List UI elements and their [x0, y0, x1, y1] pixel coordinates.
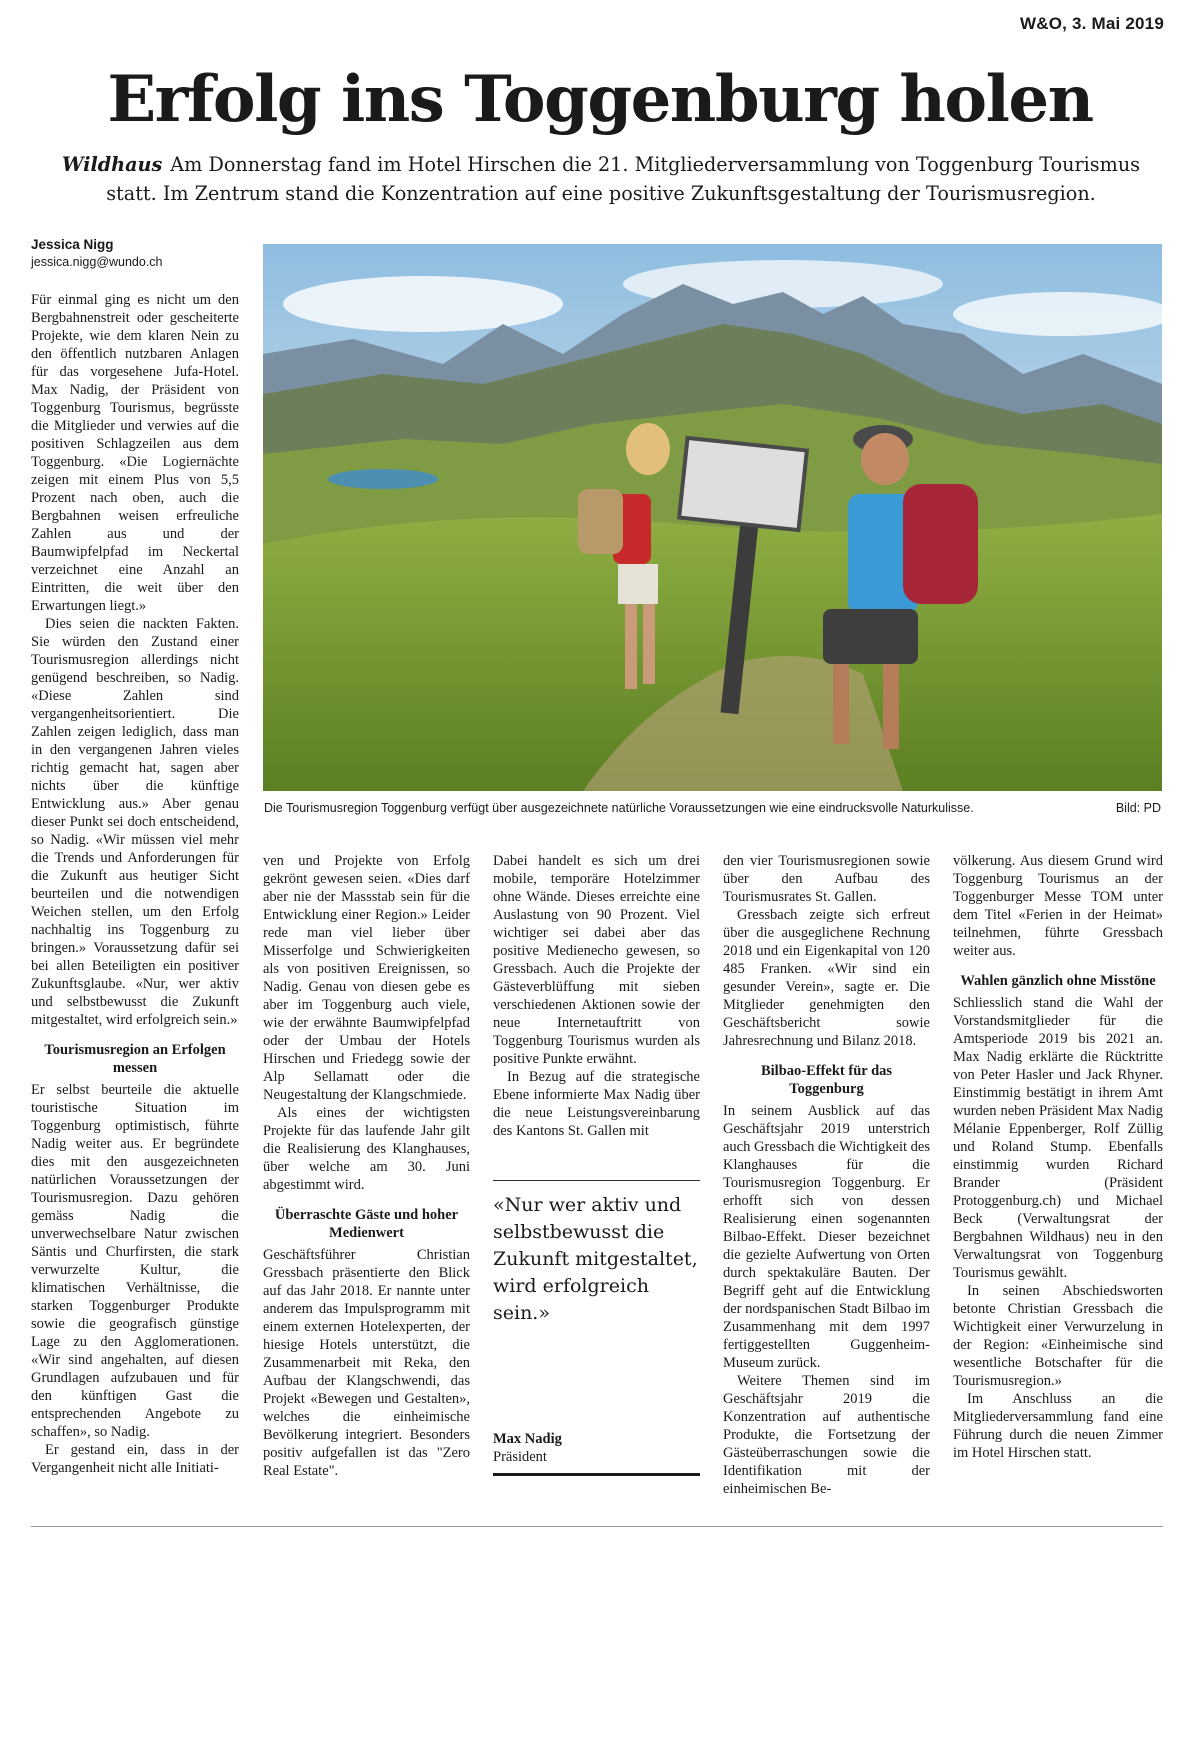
paragraph: Weitere Themen sind im Geschäftsjahr 2019 die Konzentration auf authentische Produkte, die Fortsetzung der Gästeüberraschungen sowie die Identifikation mit der einheimischen Be-: [723, 1373, 930, 1497]
paragraph: Er selbst beurteile die aktuelle touristische Situation im Toggenburg optimistisch, führte Nadig weiter aus. Er begründete dies mit den ausgezeichneten natürlichen Voraussetzungen der Tourismusregion. Dazu gehören gemäss Nadig die unverwechselbare Natur zwischen Säntis und Churfirsten, die stark verwurzelte Kultur, die klimatischen Verhältnisse, die starken Toggenburger Produkte sowie die geografisch günstige Lage zu den Agglomerationen. «Wir sind angehalten, auf diesen Grundlagen aufzubauen und für den künftigen Gast die entsprechenden Angebote zu schaffen», so Nadig.: [31, 1082, 239, 1440]
quote-attribution: [493, 1430, 562, 1466]
paragraph: In Bezug auf die strategische Ebene informierte Max Nadig über die neue Leistungsvereinbarung des Kantons St. Gallen mit: [493, 1069, 700, 1139]
paragraph: Geschäftsführer Christian Gressbach präsentierte den Blick auf das Jahr 2018. Er nannte unter anderem das Impulsprogramm mit einem externen Hotelexperten, der hiesige Hotels unterstützt, die Zusammenarbeit mit Reka, den Aufbau der Klangschwendi, das Projekt «Bewegen und Gestalten», welches die einheimische Bevölkerung integriert. Besonders positiv aufgefallen ist das "Zero Real Estate".: [263, 1247, 470, 1479]
caption-text: Die Tourismusregion Toggenburg verfügt über ausgezeichnete natürliche Voraussetzungen wie eine eindrucksvolle Naturkulisse.: [264, 801, 974, 815]
quote-rule-top: [493, 1180, 700, 1181]
paragraph: Gressbach zeigte sich erfreut über die ausgeglichene Rechnung 2018 und ein Eigenkapital von 120 485 Franken. «Wir sind ein gesunder Verein», sagte er. Die Mitglieder genehmigten den Geschäftsbericht sowie Jahresrechnung und Bilanz 2018.: [723, 907, 930, 1049]
photo-credit: Bild: PD: [1115, 801, 1161, 815]
quote-text: «Nur wer aktiv und selbstbewusst die Zukunft mitgestaltet, wird erfolgreich sein.»: [493, 1194, 698, 1324]
headline: Erfolg ins Toggenburg holen: [107, 62, 1093, 137]
bottom-rule: [31, 1526, 1163, 1527]
paragraph: Im Anschluss an die Mitgliederversammlung fand eine Führung durch die neuen Zimmer im Hotel Hirschen statt.: [953, 1391, 1163, 1461]
quote-author-name: Max Nadig: [493, 1431, 562, 1447]
byline: [31, 236, 163, 271]
article-column-5: [953, 852, 1163, 1462]
author-email: jessica.nigg@wundo.ch: [31, 255, 163, 269]
dateline: W&O, 3. Mai 2019: [1020, 14, 1164, 33]
paragraph: Er gestand ein, dass in der Vergangenheit nicht alle Initiati-: [31, 1442, 239, 1476]
author-name: Jessica Nigg: [31, 237, 114, 252]
paragraph: Dabei handelt es sich um drei mobile, temporäre Hotelzimmer ohne Wände. Dieses erreichte eine Auslastung von 90 Prozent. Viel wichtiger sei dabei aber das positive Medienecho gewesen, so Gressbach. Auch die Projekte der Gästeverblüffung mit sieben verschiedenen Aktionen sowie der neue Internetauftritt von Toggenburg Tourismus wurden als positive Punkte erwähnt.: [493, 853, 700, 1067]
article-column-3: [493, 852, 700, 1140]
paragraph: den vier Tourismusregionen sowie über den Aufbau des Tourismusrates St. Gallen.: [723, 853, 930, 905]
paragraph: völkerung. Aus diesem Grund wird Toggenburg Tourismus an der Toggenburger Messe TOM unter dem Titel «Ferien in der Heimat» teilnehmen, führte Gressbach weiter aus.: [953, 853, 1163, 959]
lead-text: Am Donnerstag fand im Hotel Hirschen die 21. Mitgliederversammlung von Toggenburg Tourismus statt. Im Zentrum stand die Konzentration auf eine positive Zukunftsgestaltung der Tourismusregion.: [106, 153, 1141, 205]
article-column-2: [263, 852, 470, 1480]
paragraph: Für einmal ging es nicht um den Bergbahnenstreit oder gescheiterte Projekte, wie dem klaren Nein zu den öffentlich nutzbaren Anlagen für das vorgesehene Jufa-Hotel. Max Nadig, der Präsident von Toggenburg Tourismus, begrüsste die Mitglieder und verwies auf die positiven Schlagzeilen aus dem Toggenburg. «Die Logiernächte zeigen mit einem Plus von 5,5 Prozent nach oben, auch die Bergbahnen weisen erfreuliche Zahlen aus und der Baumwipfelpfad im Neckertal verzeichnet eine Anzahl an Eintritten, die weit über den Erwartungen liegt.»: [31, 292, 239, 614]
article-column-1: [31, 291, 239, 1477]
article-photo: [263, 244, 1162, 791]
paragraph: Dies seien die nackten Fakten. Sie würden den Zustand einer Tourismusregion allerdings nicht genügend beschreiben, so Nadig. «Diese Zahlen sind vergangenheitsorientiert. Die Zahlen zeigen lediglich, dass man in den vergangenen Jahren vieles richtig gemacht hat, sagen aber nichts über die künftige Entwicklung aus.» Aber genau dieser Punkt sei doch entscheidend, so Nadig. «Wir müssen viel mehr die Trends und Anforderungen für die Zukunft aus heutiger Sicht beurteilen und die notwendigen Weichen stellen, um den Erfolg nachhaltig ins Toggenburg zu bringen.» Voraussetzung dafür sei bei allen Beteiligten ein positiver Zukunftsglaube. «Nur, wer aktiv und selbstbewusst die Zukunft mitgestaltet, wird erfolgreich sein.»: [31, 616, 239, 1028]
pull-quote: [493, 1180, 700, 1476]
quote-rule-bottom: [493, 1473, 700, 1476]
subheading: Wahlen gänzlich ohne Misstöne: [960, 973, 1156, 989]
quote-author-role: Präsident: [493, 1449, 547, 1465]
paragraph: Schliesslich stand die Wahl der Vorstandsmitglieder für die Amtsperiode 2019 bis 2021 an. Max Nadig erklärte die Rücktritte von Peter Hasler und Jack Rhyner. Einstimmig bestätigt in ihrem Amt wurden neben Präsident Max Nadig Mélanie Eppenberger, Rolf Züllig und Roland Stump. Ebenfalls einstimmig wurden Richard Brander (Präsident Protoggenburg.ch) und Michael Beck (Verwaltungsrat der Bergbahnen Wildhaus) neu in den Verwaltungsrat von Toggenburg Tourismus gewählt.: [953, 995, 1163, 1281]
photo-caption: [264, 800, 1161, 816]
subheading: Tourismusregion an Erfolgen messen: [44, 1042, 226, 1076]
article-column-4: [723, 852, 930, 1498]
paragraph: Als eines der wichtigsten Projekte für das laufende Jahr gilt die Realisierung des Klanghauses, über welche am 30. Juni abgestimmt wird.: [263, 1105, 470, 1193]
subheading: Überraschte Gäste und hoher Medienwert: [274, 1207, 459, 1241]
subheading: Bilbao-Effekt für das Toggenburg: [760, 1063, 893, 1097]
lead-paragraph: [56, 150, 1146, 208]
lead-place: Wildhaus: [61, 153, 163, 176]
paragraph: In seinem Ausblick auf das Geschäftsjahr 2019 unterstrich auch Gressbach die Wichtigkeit des Klanghauses für die Tourismusregion Toggenburg. Er erhofft sich von dessen Realisierung einen sogenannten Bilbao-Effekt. Dieser bezeichnet die gezielte Aufwertung von Orten durch spektakuläre Bauten. Der Begriff geht auf die Entwicklung der nordspanischen Stadt Bilbao im Zusammenhang mit dem 1997 fertiggestellten Guggenheim-Museum zurück.: [723, 1103, 930, 1371]
paragraph: In seinen Abschiedsworten betonte Christian Gressbach die Wichtigkeit einer Verwurzelung in der Region: «Einheimische sind wesentliche Botschafter für die Tourismusregion.»: [953, 1283, 1163, 1389]
paragraph: ven und Projekte von Erfolg gekrönt gewesen seien. «Dies darf aber nie der Massstab sein für die Entwicklung einer Region.» Leider rede man viel lieber über Misserfolge und Schwierigkeiten als von positiven Ereignissen, so Nadig. Genau von diesen gebe es aber im Toggenburg auch viele, wie der erwähnte Baumwipfelpfad oder der Umbau der Hotels Hirschen und Friedegg sowie der Alp Sellamatt oder die Neugestaltung der Klangschmiede.: [263, 853, 470, 1103]
